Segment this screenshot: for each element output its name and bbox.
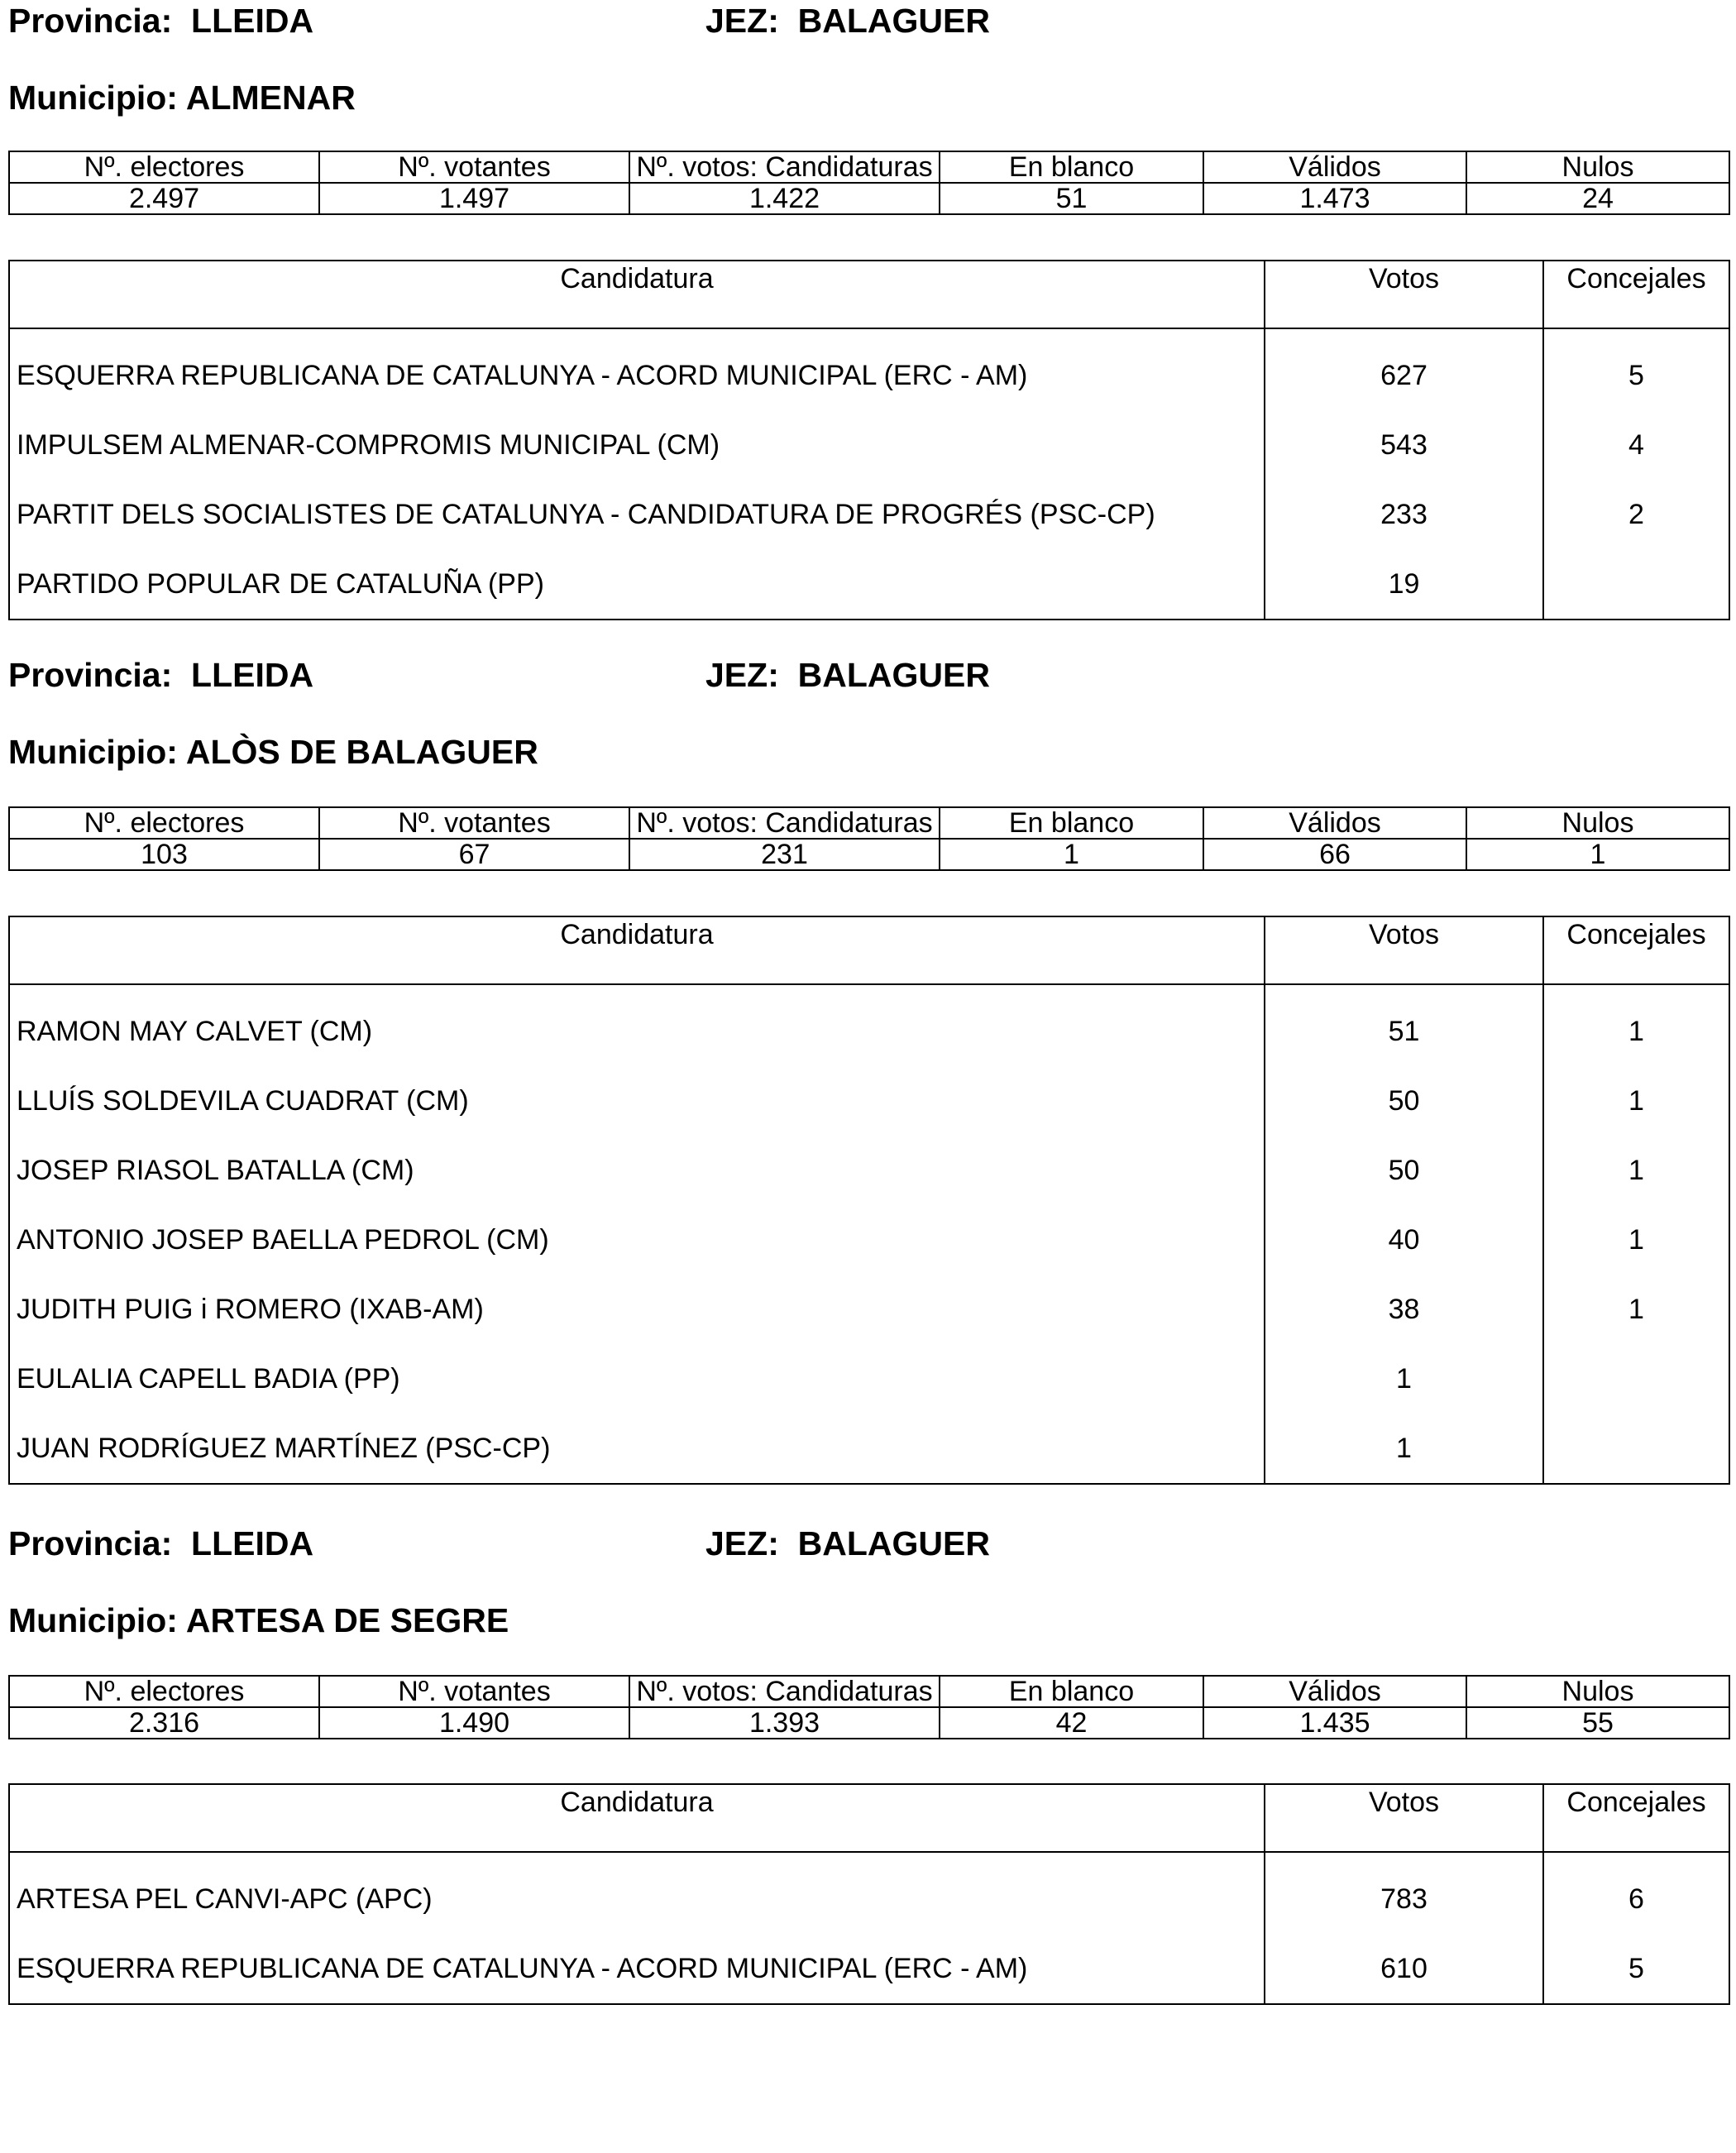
provincia-heading: Provincia: LLEIDA <box>8 1524 314 1562</box>
stats-header: Nulos <box>1466 1676 1729 1707</box>
votos-header: Votos <box>1265 261 1543 328</box>
stats-header: Válidos <box>1203 807 1466 839</box>
candidate-name: ARTESA PEL CANVI-APC (APC) <box>9 1852 1265 1934</box>
candidate-votos: 783 <box>1265 1852 1543 1934</box>
candidate-name: ESQUERRA REPUBLICANA DE CATALUNYA - ACORD MUNICIPAL (ERC - AM) <box>9 328 1265 410</box>
stats-header-row <box>9 151 1729 183</box>
provincia-heading: Provincia: LLEIDA <box>8 2 314 40</box>
candidate-row <box>9 1066 1729 1136</box>
candidatura-header: Candidatura <box>9 1784 1265 1852</box>
stats-value: 1.435 <box>1203 1707 1466 1739</box>
stats-value: 51 <box>940 183 1203 214</box>
candidate-name: PARTIDO POPULAR DE CATALUÑA (PP) <box>9 549 1265 620</box>
candidate-votos: 1 <box>1265 1414 1543 1484</box>
municipio-heading: Municipio: ALÒS DE BALAGUER <box>8 733 538 771</box>
stats-value: 1.393 <box>629 1707 940 1739</box>
candidate-votos: 38 <box>1265 1275 1543 1344</box>
candidate-votos: 19 <box>1265 549 1543 620</box>
candidatura-header: Candidatura <box>9 916 1265 984</box>
stats-value-row <box>9 183 1729 214</box>
candidate-row <box>9 1205 1729 1275</box>
candidate-row <box>9 410 1729 480</box>
stats-value: 1 <box>940 839 1203 870</box>
candidate-name: ESQUERRA REPUBLICANA DE CATALUNYA - ACORD MUNICIPAL (ERC - AM) <box>9 1934 1265 2004</box>
municipio-heading: Municipio: ARTESA DE SEGRE <box>8 1601 509 1639</box>
candidatura-header: Candidatura <box>9 261 1265 328</box>
concejales-header: Concejales <box>1543 1784 1729 1852</box>
candidate-row <box>9 1414 1729 1484</box>
candidate-name: EULALIA CAPELL BADIA (PP) <box>9 1344 1265 1414</box>
stats-value: 1.473 <box>1203 183 1466 214</box>
stats-header: Válidos <box>1203 151 1466 183</box>
candidate-concejales <box>1543 1414 1729 1484</box>
stats-header: Nº. votantes <box>319 151 629 183</box>
jez-heading: JEZ: BALAGUER <box>705 656 990 694</box>
votos-header: Votos <box>1265 1784 1543 1852</box>
stats-value: 2.497 <box>9 183 319 214</box>
concejales-header: Concejales <box>1543 916 1729 984</box>
candidate-row <box>9 328 1729 410</box>
candidate-concejales: 1 <box>1543 1066 1729 1136</box>
votos-header: Votos <box>1265 916 1543 984</box>
candidate-concejales: 1 <box>1543 984 1729 1066</box>
candidate-votos: 610 <box>1265 1934 1543 2004</box>
candidates-table <box>8 260 1730 620</box>
stats-value: 1.490 <box>319 1707 629 1739</box>
candidate-row <box>9 1136 1729 1205</box>
candidate-concejales <box>1543 549 1729 620</box>
municipio-heading: Municipio: ALMENAR <box>8 79 356 117</box>
candidates-header-row <box>9 261 1729 328</box>
candidate-concejales: 6 <box>1543 1852 1729 1934</box>
jez-heading: JEZ: BALAGUER <box>705 2 990 40</box>
provincia-heading: Provincia: LLEIDA <box>8 656 314 694</box>
candidate-name: PARTIT DELS SOCIALISTES DE CATALUNYA - CANDIDATURA DE PROGRÉS (PSC-CP) <box>9 480 1265 549</box>
stats-value: 103 <box>9 839 319 870</box>
candidate-name: IMPULSEM ALMENAR-COMPROMIS MUNICIPAL (CM) <box>9 410 1265 480</box>
candidates-table <box>8 916 1730 1485</box>
candidate-row <box>9 1934 1729 2004</box>
stats-value: 1 <box>1466 839 1729 870</box>
stats-value: 55 <box>1466 1707 1729 1739</box>
stats-header: Nº. electores <box>9 807 319 839</box>
candidate-row <box>9 984 1729 1066</box>
stats-value: 67 <box>319 839 629 870</box>
candidate-concejales: 1 <box>1543 1136 1729 1205</box>
stats-header: Nulos <box>1466 151 1729 183</box>
stats-table <box>8 806 1730 871</box>
candidates-header-row <box>9 916 1729 984</box>
stats-header-row <box>9 807 1729 839</box>
candidate-votos: 51 <box>1265 984 1543 1066</box>
candidate-votos: 50 <box>1265 1136 1543 1205</box>
candidate-concejales: 5 <box>1543 328 1729 410</box>
stats-header: Nº. electores <box>9 151 319 183</box>
stats-value-row <box>9 1707 1729 1739</box>
candidate-row <box>9 1344 1729 1414</box>
stats-header: Nº. votos: Candidaturas <box>629 807 940 839</box>
candidate-name: ANTONIO JOSEP BAELLA PEDROL (CM) <box>9 1205 1265 1275</box>
candidate-votos: 543 <box>1265 410 1543 480</box>
candidate-name: RAMON MAY CALVET (CM) <box>9 984 1265 1066</box>
candidate-concejales: 5 <box>1543 1934 1729 2004</box>
candidate-name: JUDITH PUIG i ROMERO (IXAB-AM) <box>9 1275 1265 1344</box>
candidate-votos: 233 <box>1265 480 1543 549</box>
stats-header: En blanco <box>940 807 1203 839</box>
candidate-name: LLUÍS SOLDEVILA CUADRAT (CM) <box>9 1066 1265 1136</box>
candidate-votos: 1 <box>1265 1344 1543 1414</box>
stats-value: 42 <box>940 1707 1203 1739</box>
stats-table <box>8 1675 1730 1739</box>
stats-header-row <box>9 1676 1729 1707</box>
stats-header: Nº. electores <box>9 1676 319 1707</box>
stats-header: En blanco <box>940 151 1203 183</box>
candidates-table <box>8 1783 1730 2005</box>
candidate-concejales <box>1543 1344 1729 1414</box>
stats-value: 231 <box>629 839 940 870</box>
candidates-header-row <box>9 1784 1729 1852</box>
candidate-row <box>9 1275 1729 1344</box>
concejales-header: Concejales <box>1543 261 1729 328</box>
candidate-name: JUAN RODRÍGUEZ MARTÍNEZ (PSC-CP) <box>9 1414 1265 1484</box>
candidate-concejales: 1 <box>1543 1205 1729 1275</box>
stats-header: Nº. votos: Candidaturas <box>629 1676 940 1707</box>
stats-value: 1.422 <box>629 183 940 214</box>
jez-heading: JEZ: BALAGUER <box>705 1524 990 1562</box>
candidate-row <box>9 549 1729 620</box>
stats-value: 24 <box>1466 183 1729 214</box>
stats-header: En blanco <box>940 1676 1203 1707</box>
stats-value: 2.316 <box>9 1707 319 1739</box>
stats-header: Nº. votos: Candidaturas <box>629 151 940 183</box>
candidate-concejales: 4 <box>1543 410 1729 480</box>
stats-table <box>8 151 1730 215</box>
stats-header: Válidos <box>1203 1676 1466 1707</box>
candidate-row <box>9 480 1729 549</box>
candidate-votos: 627 <box>1265 328 1543 410</box>
stats-value: 66 <box>1203 839 1466 870</box>
stats-value: 1.497 <box>319 183 629 214</box>
candidate-votos: 50 <box>1265 1066 1543 1136</box>
candidate-concejales: 2 <box>1543 480 1729 549</box>
stats-header: Nº. votantes <box>319 1676 629 1707</box>
candidate-concejales: 1 <box>1543 1275 1729 1344</box>
candidate-name: JOSEP RIASOL BATALLA (CM) <box>9 1136 1265 1205</box>
stats-header: Nº. votantes <box>319 807 629 839</box>
candidate-votos: 40 <box>1265 1205 1543 1275</box>
stats-header: Nulos <box>1466 807 1729 839</box>
candidate-row <box>9 1852 1729 1934</box>
stats-value-row <box>9 839 1729 870</box>
